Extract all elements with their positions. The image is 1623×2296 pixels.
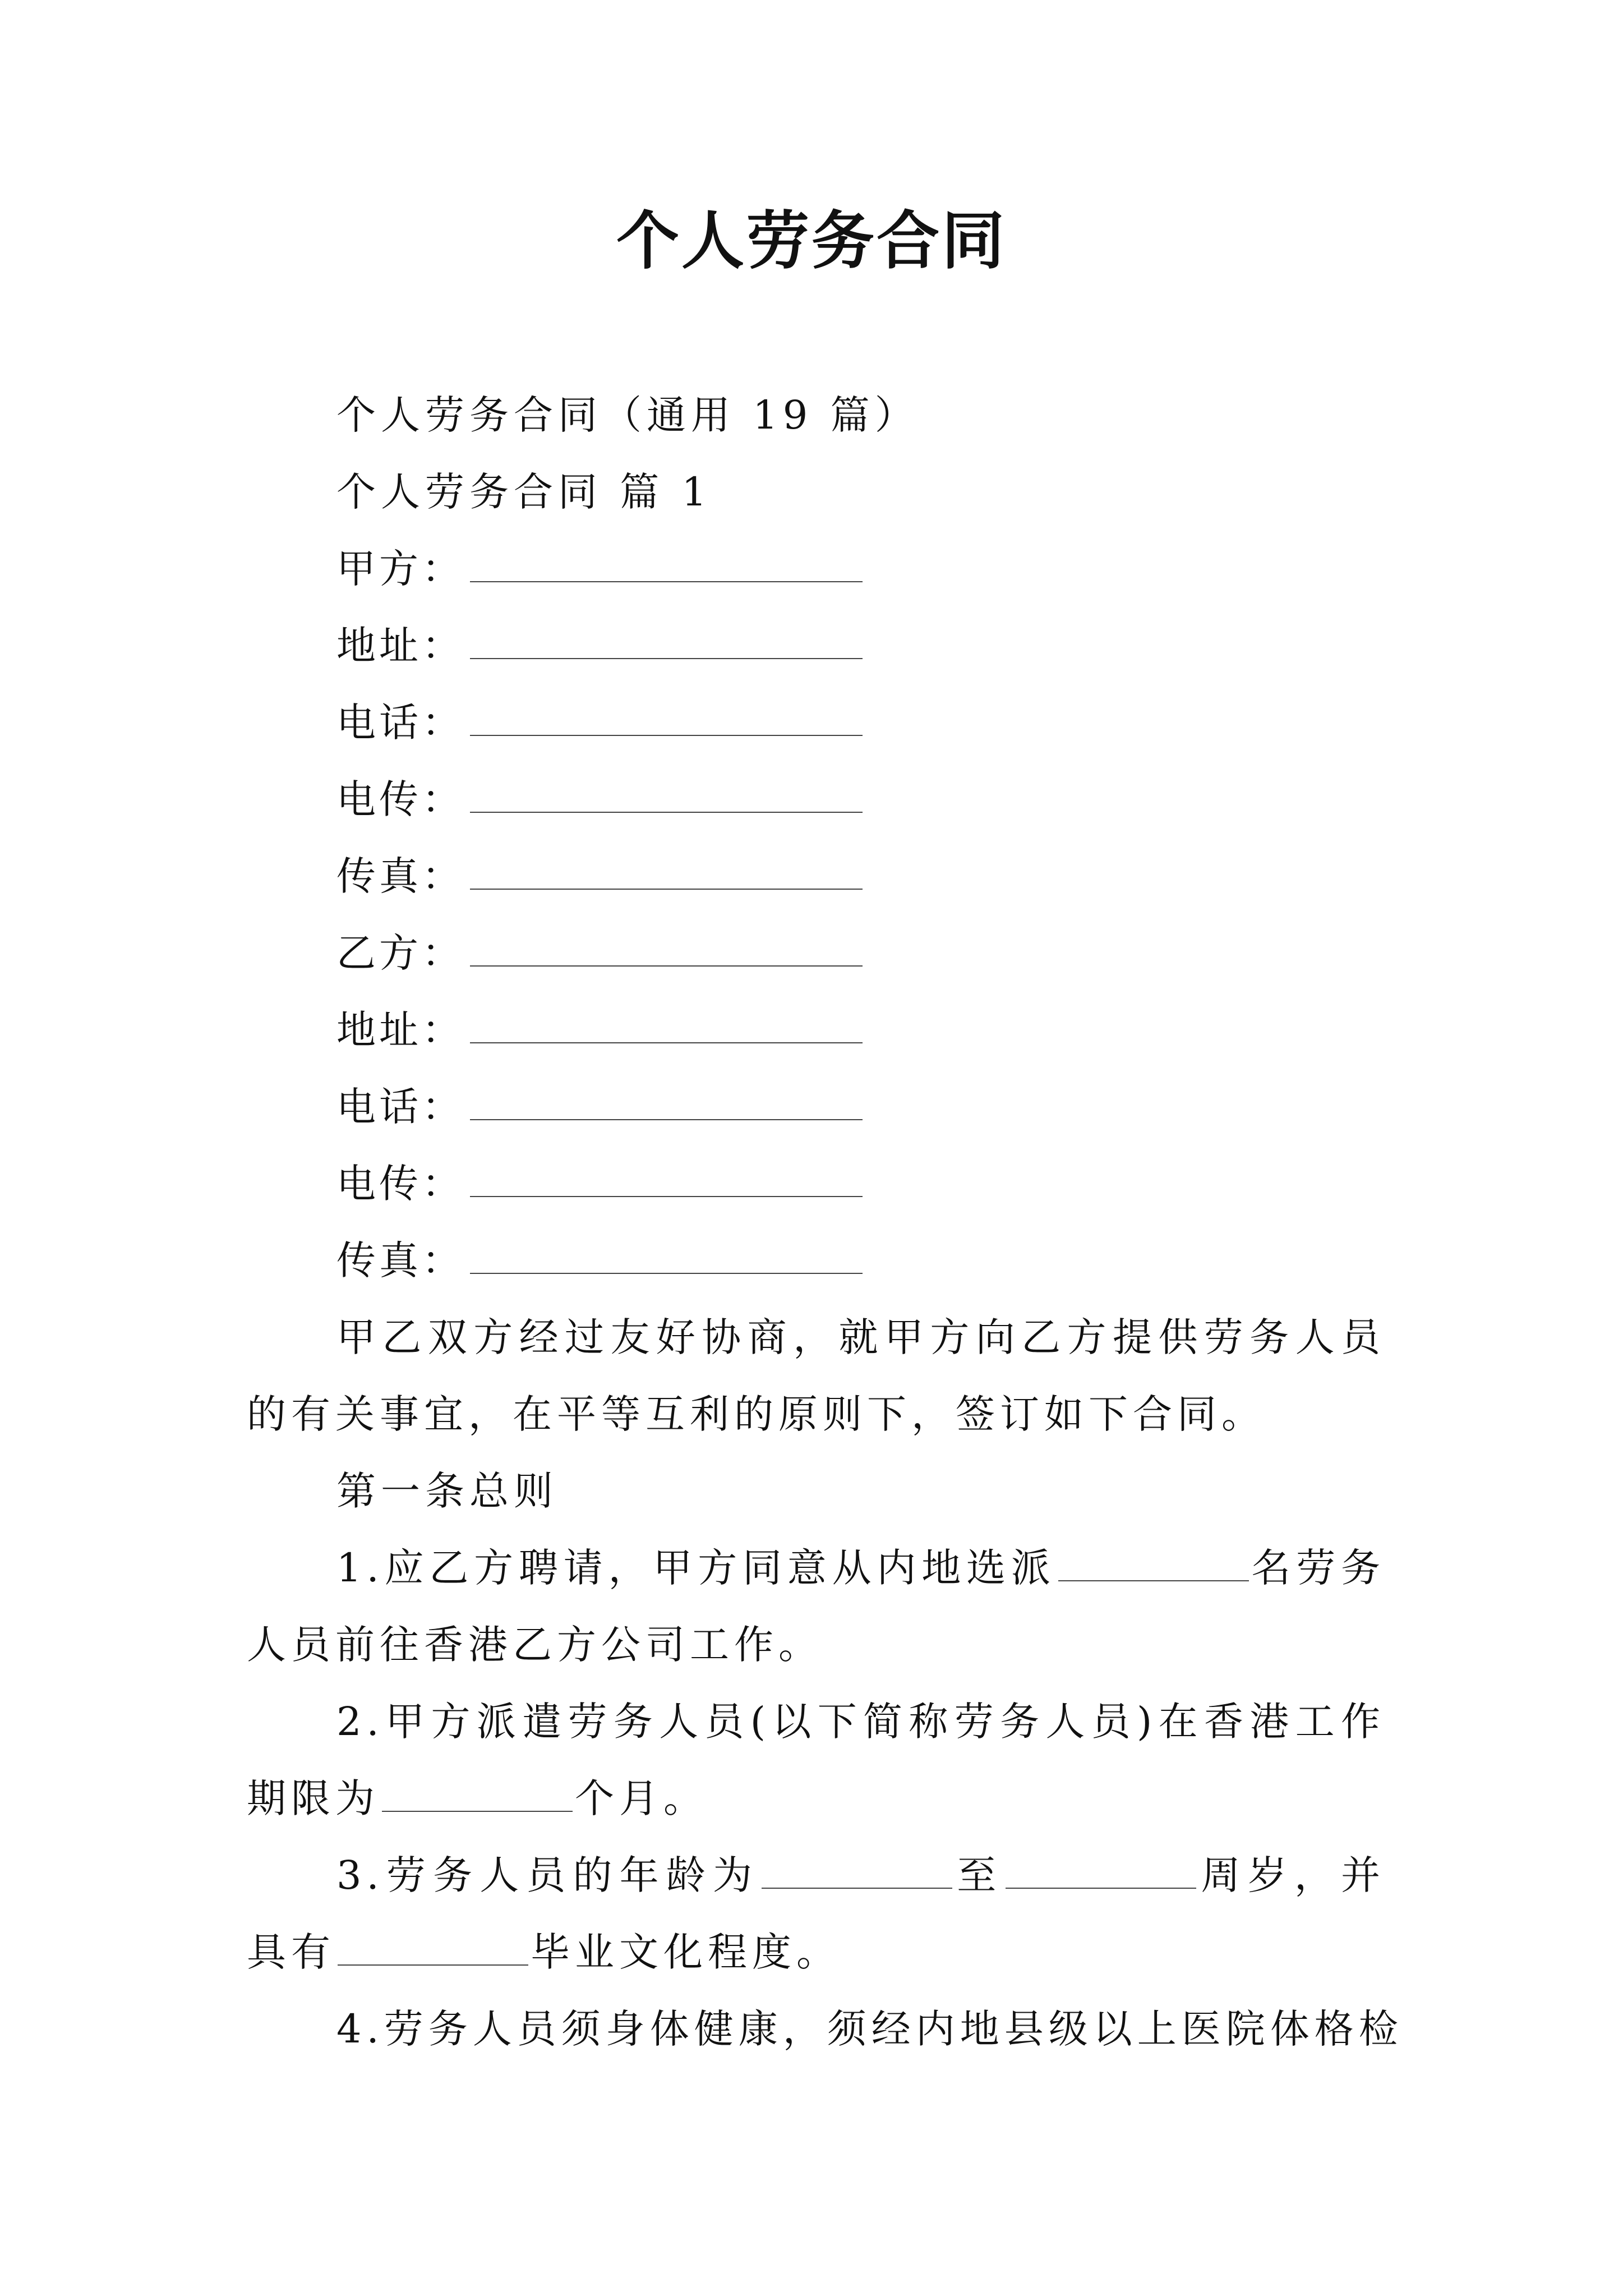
field-label: 电传： bbox=[336, 776, 464, 822]
field-label: 乙方： bbox=[336, 930, 464, 976]
party-a-telex-row bbox=[247, 761, 1385, 838]
party-b-telex-row bbox=[247, 1145, 1385, 1222]
field-label: 甲方： bbox=[336, 546, 464, 592]
clause-text: 个月。 bbox=[575, 1775, 708, 1821]
party-a-phone-row bbox=[247, 684, 1385, 761]
document-subtitle: 个人劳务合同（通用 19 篇） bbox=[336, 392, 919, 438]
clause-text: 2.甲方派遣劳务人员(以下简称劳务人员)在香港工作期限为 bbox=[247, 1699, 1385, 1821]
field-label: 地址： bbox=[336, 623, 464, 669]
fill-blank[interactable] bbox=[470, 1116, 863, 1120]
fill-blank[interactable] bbox=[470, 578, 863, 582]
clause-2 bbox=[247, 1683, 1385, 1837]
clause-text: 毕业文化程度。 bbox=[531, 1929, 841, 1975]
party-a-name-row bbox=[247, 531, 1385, 608]
field-label: 传真： bbox=[336, 1237, 464, 1283]
fill-blank[interactable] bbox=[470, 808, 863, 813]
party-a-fields bbox=[247, 531, 1385, 915]
clause-text: 1.应乙方聘请，甲方同意从内地选派 bbox=[336, 1545, 1056, 1591]
fill-blank[interactable] bbox=[470, 1193, 863, 1197]
fill-blank[interactable] bbox=[470, 885, 863, 890]
document-body bbox=[247, 377, 1403, 2068]
clause-text: 3.劳务人员的年龄为 bbox=[336, 1852, 760, 1898]
document-title: 个人劳务合同 bbox=[616, 204, 1007, 278]
fill-blank[interactable] bbox=[1006, 1884, 1196, 1889]
fill-blank[interactable] bbox=[470, 962, 863, 967]
clause-3 bbox=[247, 1837, 1385, 1991]
fill-blank[interactable] bbox=[1058, 1577, 1249, 1581]
fill-blank[interactable] bbox=[338, 1961, 528, 1966]
field-label: 电传： bbox=[336, 1161, 464, 1207]
field-label: 地址： bbox=[336, 1007, 464, 1053]
field-label: 电话： bbox=[336, 1084, 464, 1130]
clause-4: 4.劳务人员须身体健康，须经内地县级以上医院体格检 bbox=[336, 2006, 1403, 2052]
fill-blank[interactable] bbox=[762, 1884, 952, 1889]
party-b-phone-row bbox=[247, 1069, 1385, 1145]
clause-text: 名劳务人员前往香港乙方公司工作。 bbox=[247, 1545, 1385, 1668]
party-b-name-row bbox=[247, 915, 1385, 992]
section-heading: 个人劳务合同 篇 1 bbox=[336, 469, 712, 515]
fill-blank[interactable] bbox=[470, 1269, 863, 1274]
party-b-fields bbox=[247, 915, 1385, 1299]
field-label: 传真： bbox=[336, 853, 464, 899]
fill-blank[interactable] bbox=[382, 1807, 573, 1812]
party-a-address-row bbox=[247, 608, 1385, 684]
fill-blank[interactable] bbox=[470, 731, 863, 736]
article-1-heading: 第一条总则 bbox=[336, 1468, 558, 1514]
party-a-fax-row bbox=[247, 838, 1385, 915]
party-b-address-row bbox=[247, 992, 1385, 1069]
fill-blank[interactable] bbox=[470, 1039, 863, 1043]
clause-1 bbox=[247, 1530, 1385, 1683]
field-label: 电话： bbox=[336, 700, 464, 746]
fill-blank[interactable] bbox=[470, 655, 863, 659]
clause-text: 周岁，并具有 bbox=[247, 1852, 1385, 1975]
intro-paragraph: 甲乙双方经过友好协商，就甲方向乙方提供劳务人员的有关事宜，在平等互利的原则下，签订如下合同。 bbox=[247, 1314, 1385, 1437]
party-b-fax-row bbox=[247, 1222, 1385, 1299]
clause-text: 至 bbox=[955, 1852, 1004, 1898]
